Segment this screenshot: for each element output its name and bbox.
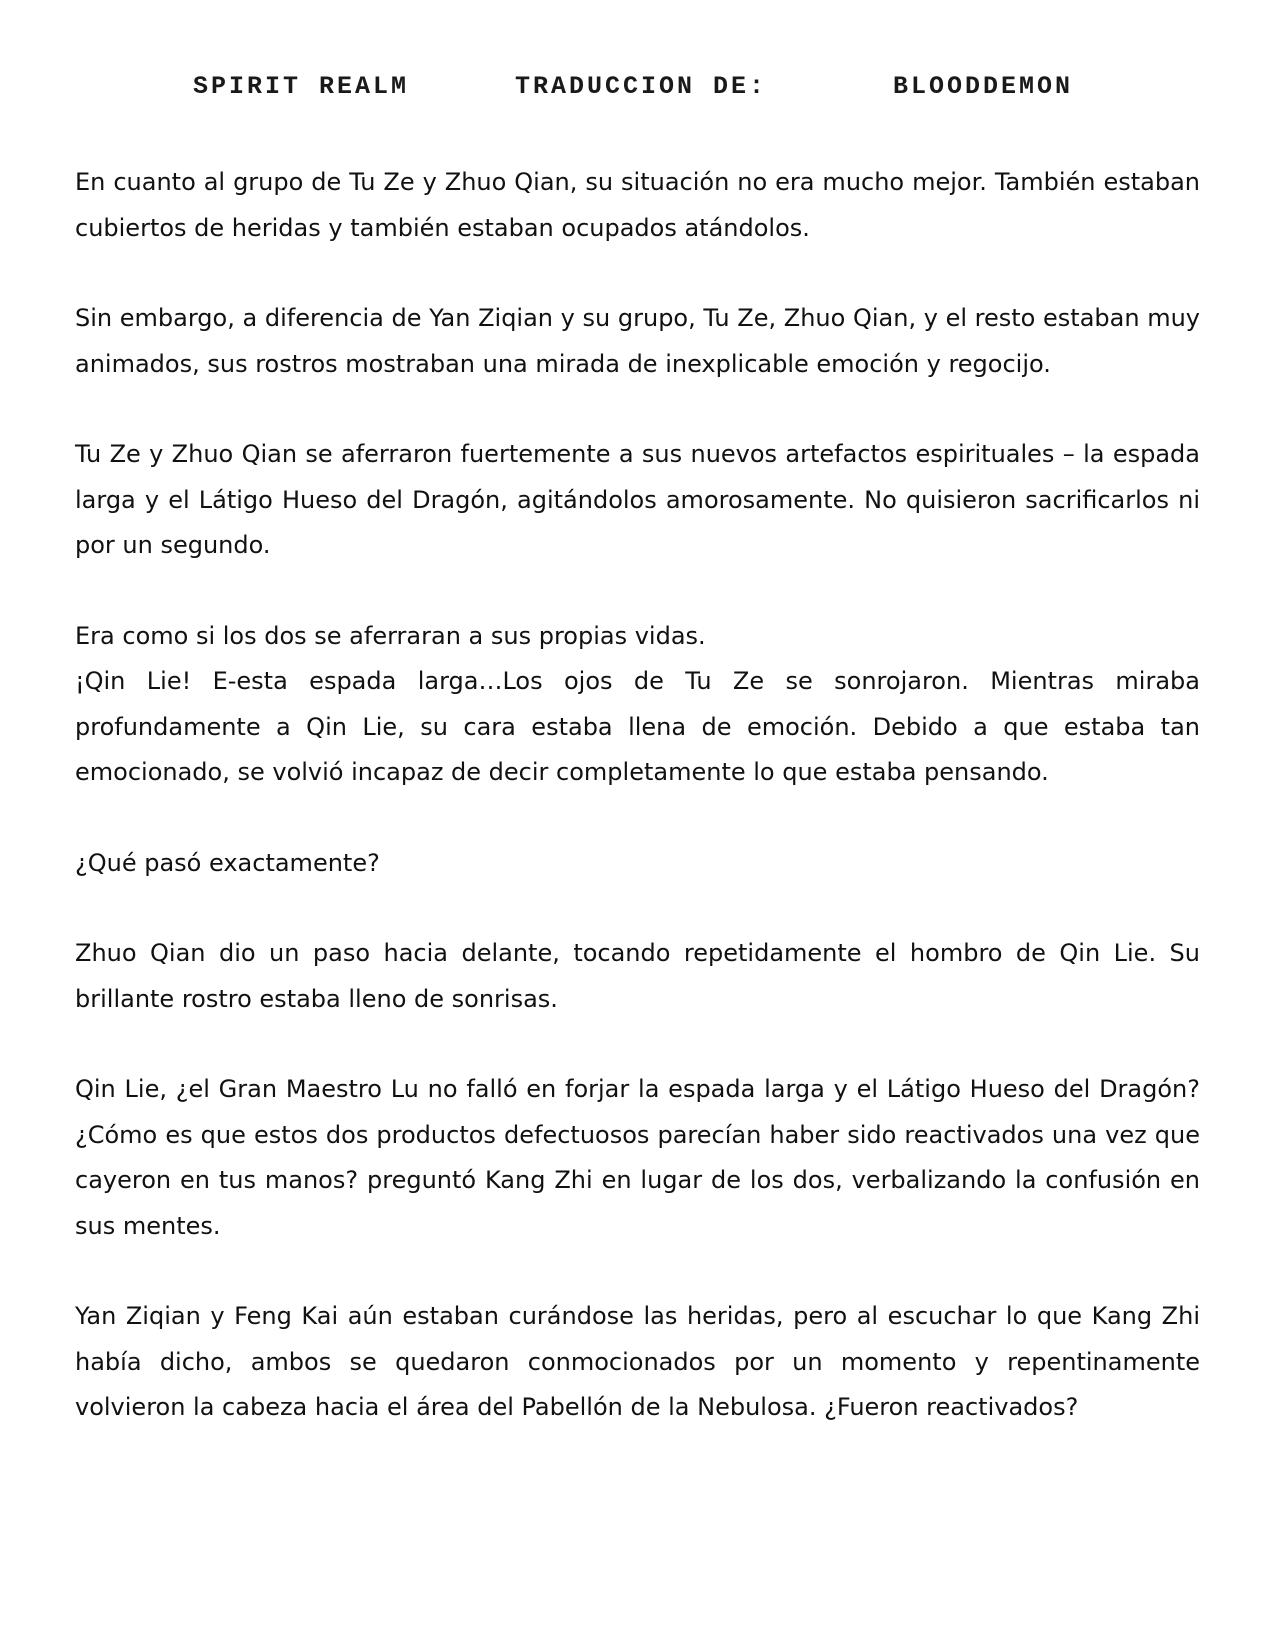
paragraph: Yan Ziqian y Feng Kai aún estaban curándose las heridas, pero al escuchar lo que Kang Zhi había dicho, ambos se quedaron conmocionados por un momento y repentinamente volvieron la cabeza hacia el área del Pabellón de la Nebulosa. ¿Fueron reactivados?: [75, 1302, 1200, 1421]
header-series-title: SPIRIT REALM: [193, 72, 410, 101]
paragraph: Era como si los dos se aferraran a sus propias vidas.: [75, 621, 706, 650]
paragraph: Qin Lie, ¿el Gran Maestro Lu no falló en forjar la espada larga y el Látigo Hueso del Dragón? ¿Cómo es que estos dos productos defectuosos parecían haber sido reactivados una vez que cayeron en tus manos? preguntó Kang Zhi en lugar de los dos, verbalizando la confusión en sus mentes.: [75, 1075, 1200, 1240]
paragraph: Sin embargo, a diferencia de Yan Ziqian y su grupo, Tu Ze, Zhuo Qian, y el resto estaban muy animados, sus rostros mostraban una mirada de inexplicable emoción y regocijo.: [75, 304, 1200, 378]
header-translator-name: BLOODDEMON: [893, 72, 1074, 101]
header-translation-label: TRADUCCION DE:: [515, 72, 768, 101]
paragraph: En cuanto al grupo de Tu Ze y Zhuo Qian, su situación no era mucho mejor. También estaban cubiertos de heridas y también estaban ocupados atándolos.: [75, 168, 1200, 242]
paragraph: Tu Ze y Zhuo Qian se aferraron fuertemente a sus nuevos artefactos espirituales – la espada larga y el Látigo Hueso del Dragón, agitándolos amorosamente. No quisieron sacrificarlos ni por un segundo.: [75, 440, 1200, 559]
paragraph: Zhuo Qian dio un paso hacia delante, tocando repetidamente el hombro de Qin Lie. Su brillante rostro estaba lleno de sonrisas.: [75, 939, 1200, 1013]
document-body: [75, 160, 1200, 1476]
paragraph: ¿Qué pasó exactamente?: [75, 848, 380, 877]
paragraph: ¡Qin Lie! E-esta espada larga…Los ojos de Tu Ze se sonrojaron. Mientras miraba profundamente a Qin Lie, su cara estaba llena de emoción. Debido a que estaba tan emocionado, se volvió incapaz de decir completamente lo que estaba pensando.: [75, 667, 1200, 786]
page-header: [0, 72, 1275, 112]
